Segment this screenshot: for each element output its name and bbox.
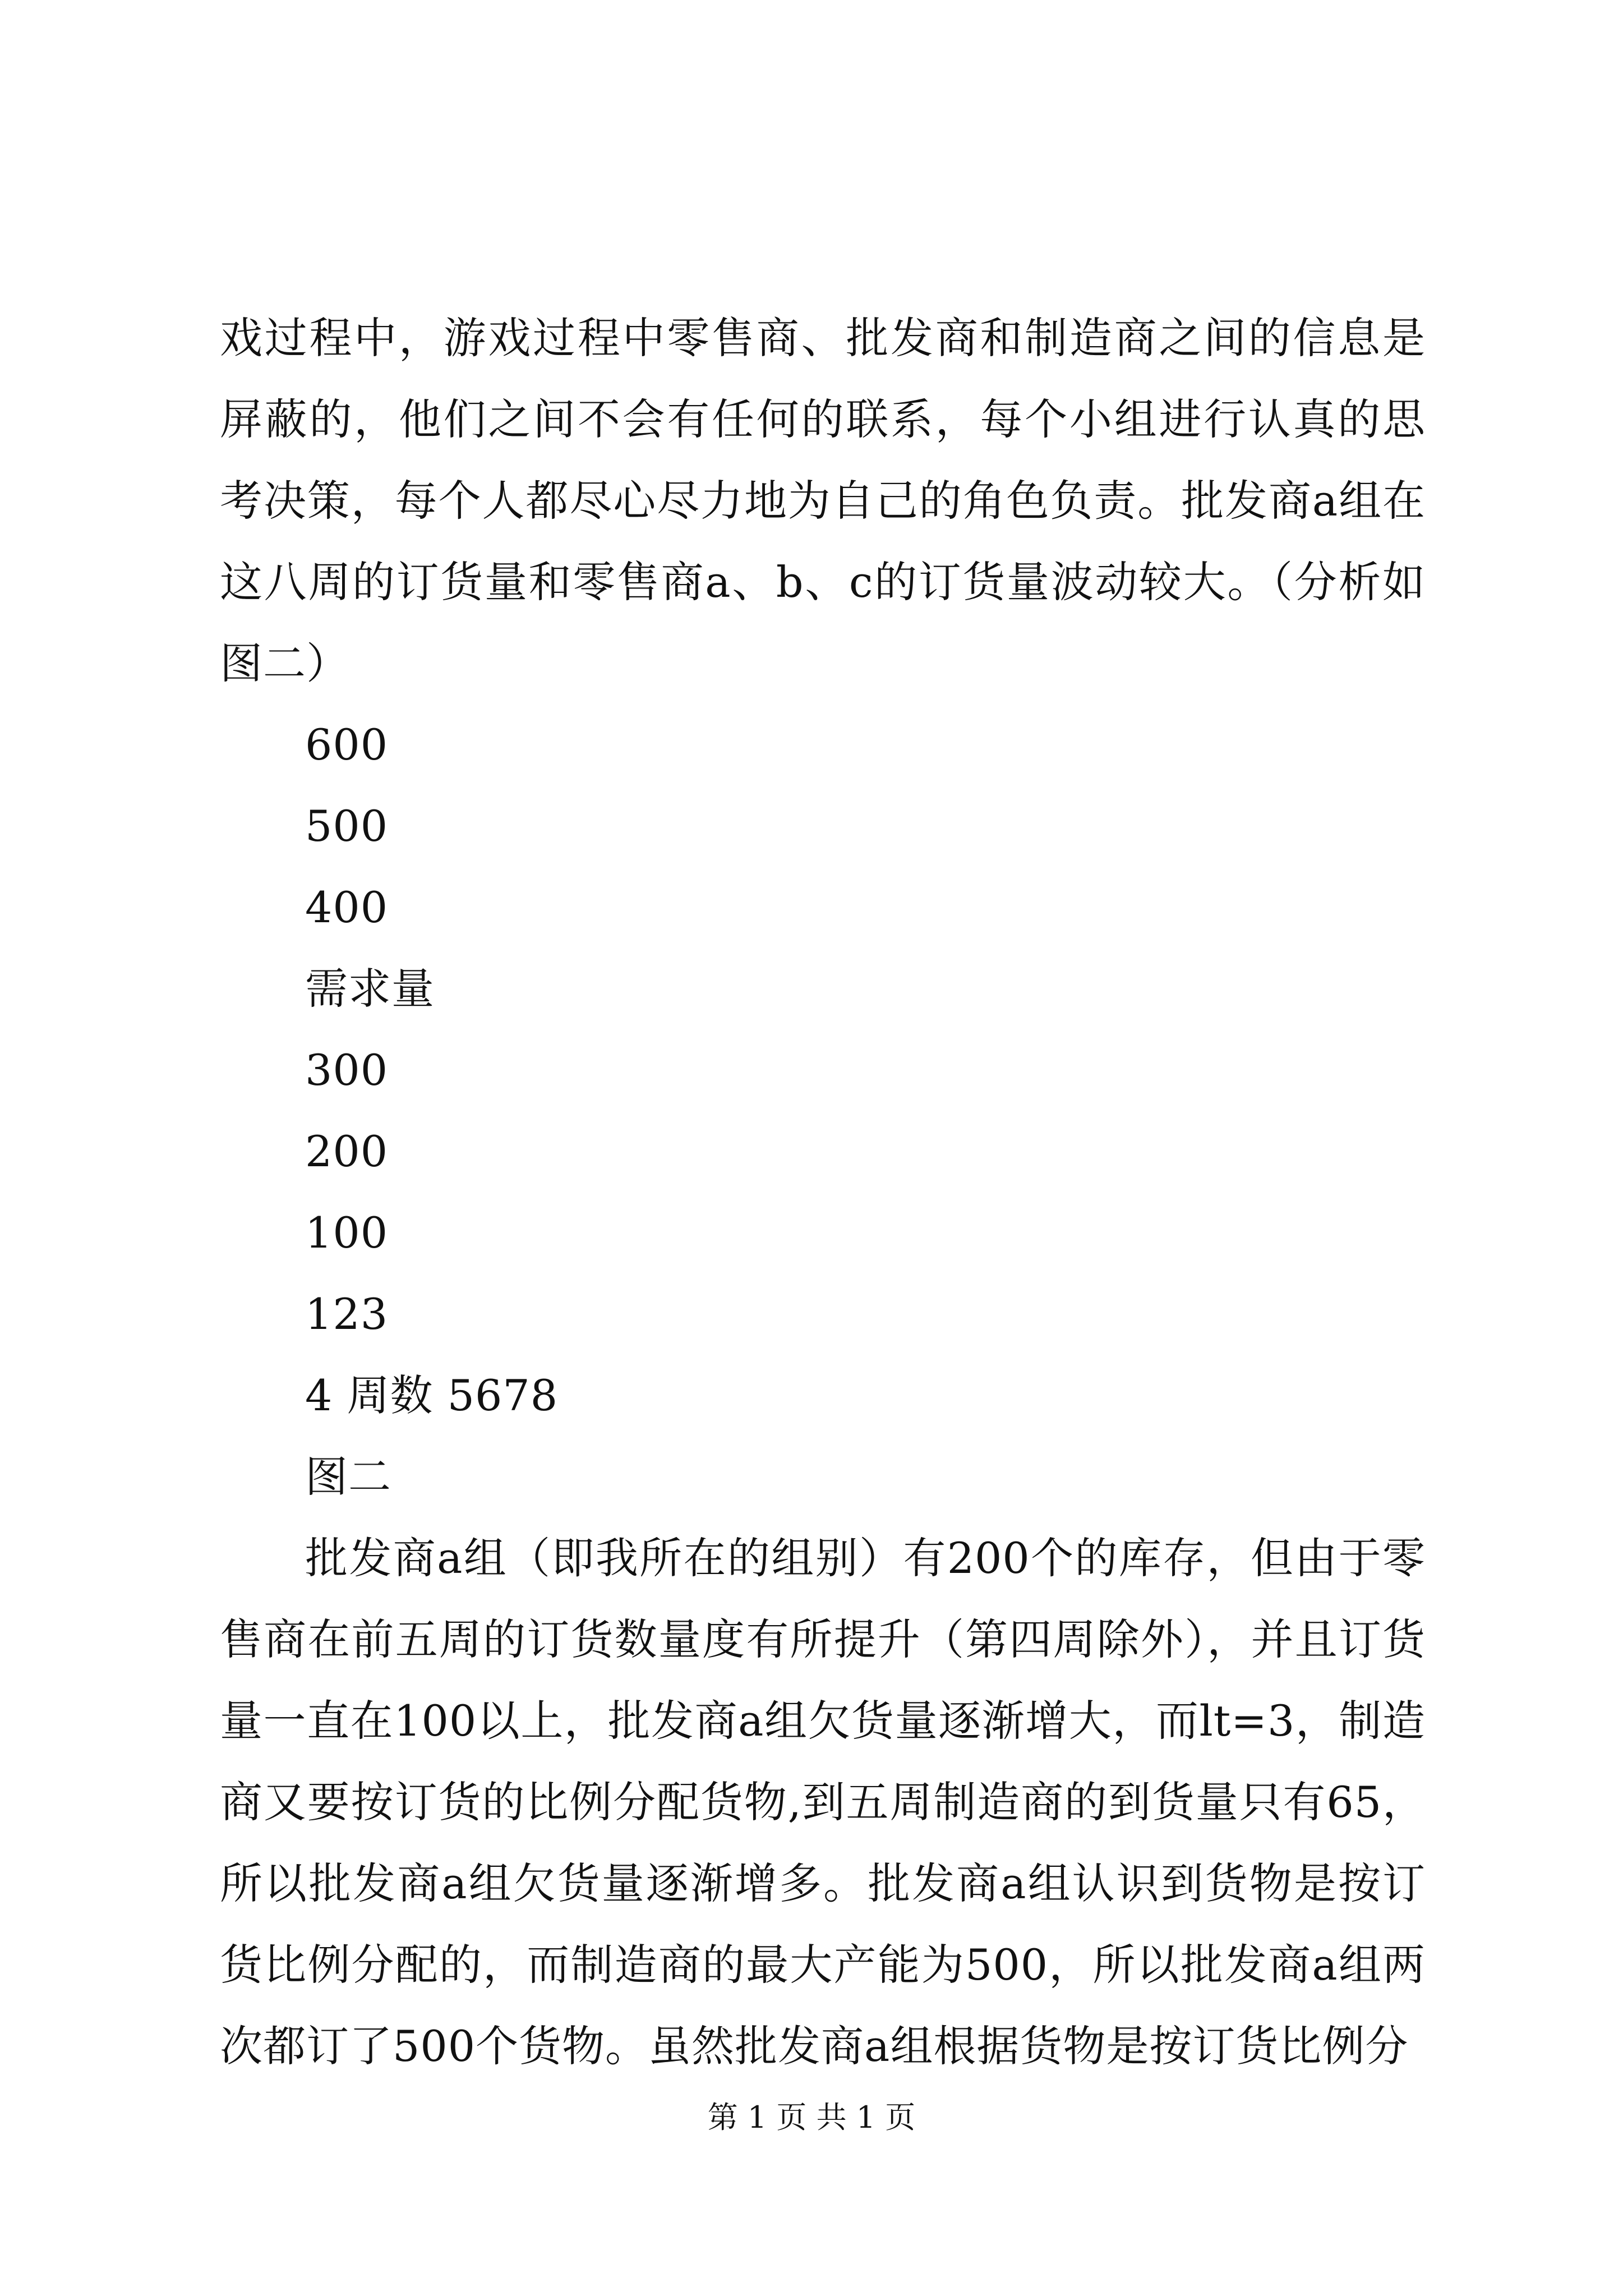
figure-axis-label: 4 周数 5678: [305, 1370, 559, 1420]
page-footer: 第 1 页 共 1 页: [707, 2100, 916, 2135]
paragraph-wholesaler-analysis: 批发商a组（即我所在的组别）有200个的库存，但由于零售商在前五周的订货数量度有所提升（第四周除外），并且订货量一直在100以上，批发商a组欠货量逐渐增大，而lt=3，制造商又要按订货的比例分配货物,到五周制造商的到货量只有65，所以批发商a组欠货量逐渐增多。批发商a组认识到货物是按订货比例分配的，而制造商的最大产能为500，所以批发商a组两次都订了500个货物。虽然批发商a组根据货物是按订货比例分: [220, 1533, 1426, 2071]
figure-two-text: [220, 704, 1426, 1517]
figure-axis-label: 600: [305, 720, 389, 770]
figure-axis-title: 需求量: [305, 964, 435, 1014]
figure-axis-label: 200: [305, 1126, 389, 1176]
figure-axis-label: 400: [305, 882, 389, 932]
figure-axis-label: 100: [305, 1208, 389, 1258]
figure-axis-label: 300: [305, 1045, 389, 1095]
document-body: [220, 297, 1426, 2087]
paragraph-game-process: 戏过程中，游戏过程中零售商、批发商和制造商之间的信息是屏蔽的，他们之间不会有任何的联系，每个小组进行认真的思考决策，每个人都尽心尽力地为自己的角色负责。批发商a组在这八周的订货量和零售商a、b、c的订货量波动较大。（分析如图二）: [220, 313, 1426, 688]
figure-axis-label: 500: [305, 801, 389, 851]
figure-caption: 图二: [305, 1452, 391, 1502]
figure-axis-label: 123: [305, 1289, 389, 1339]
